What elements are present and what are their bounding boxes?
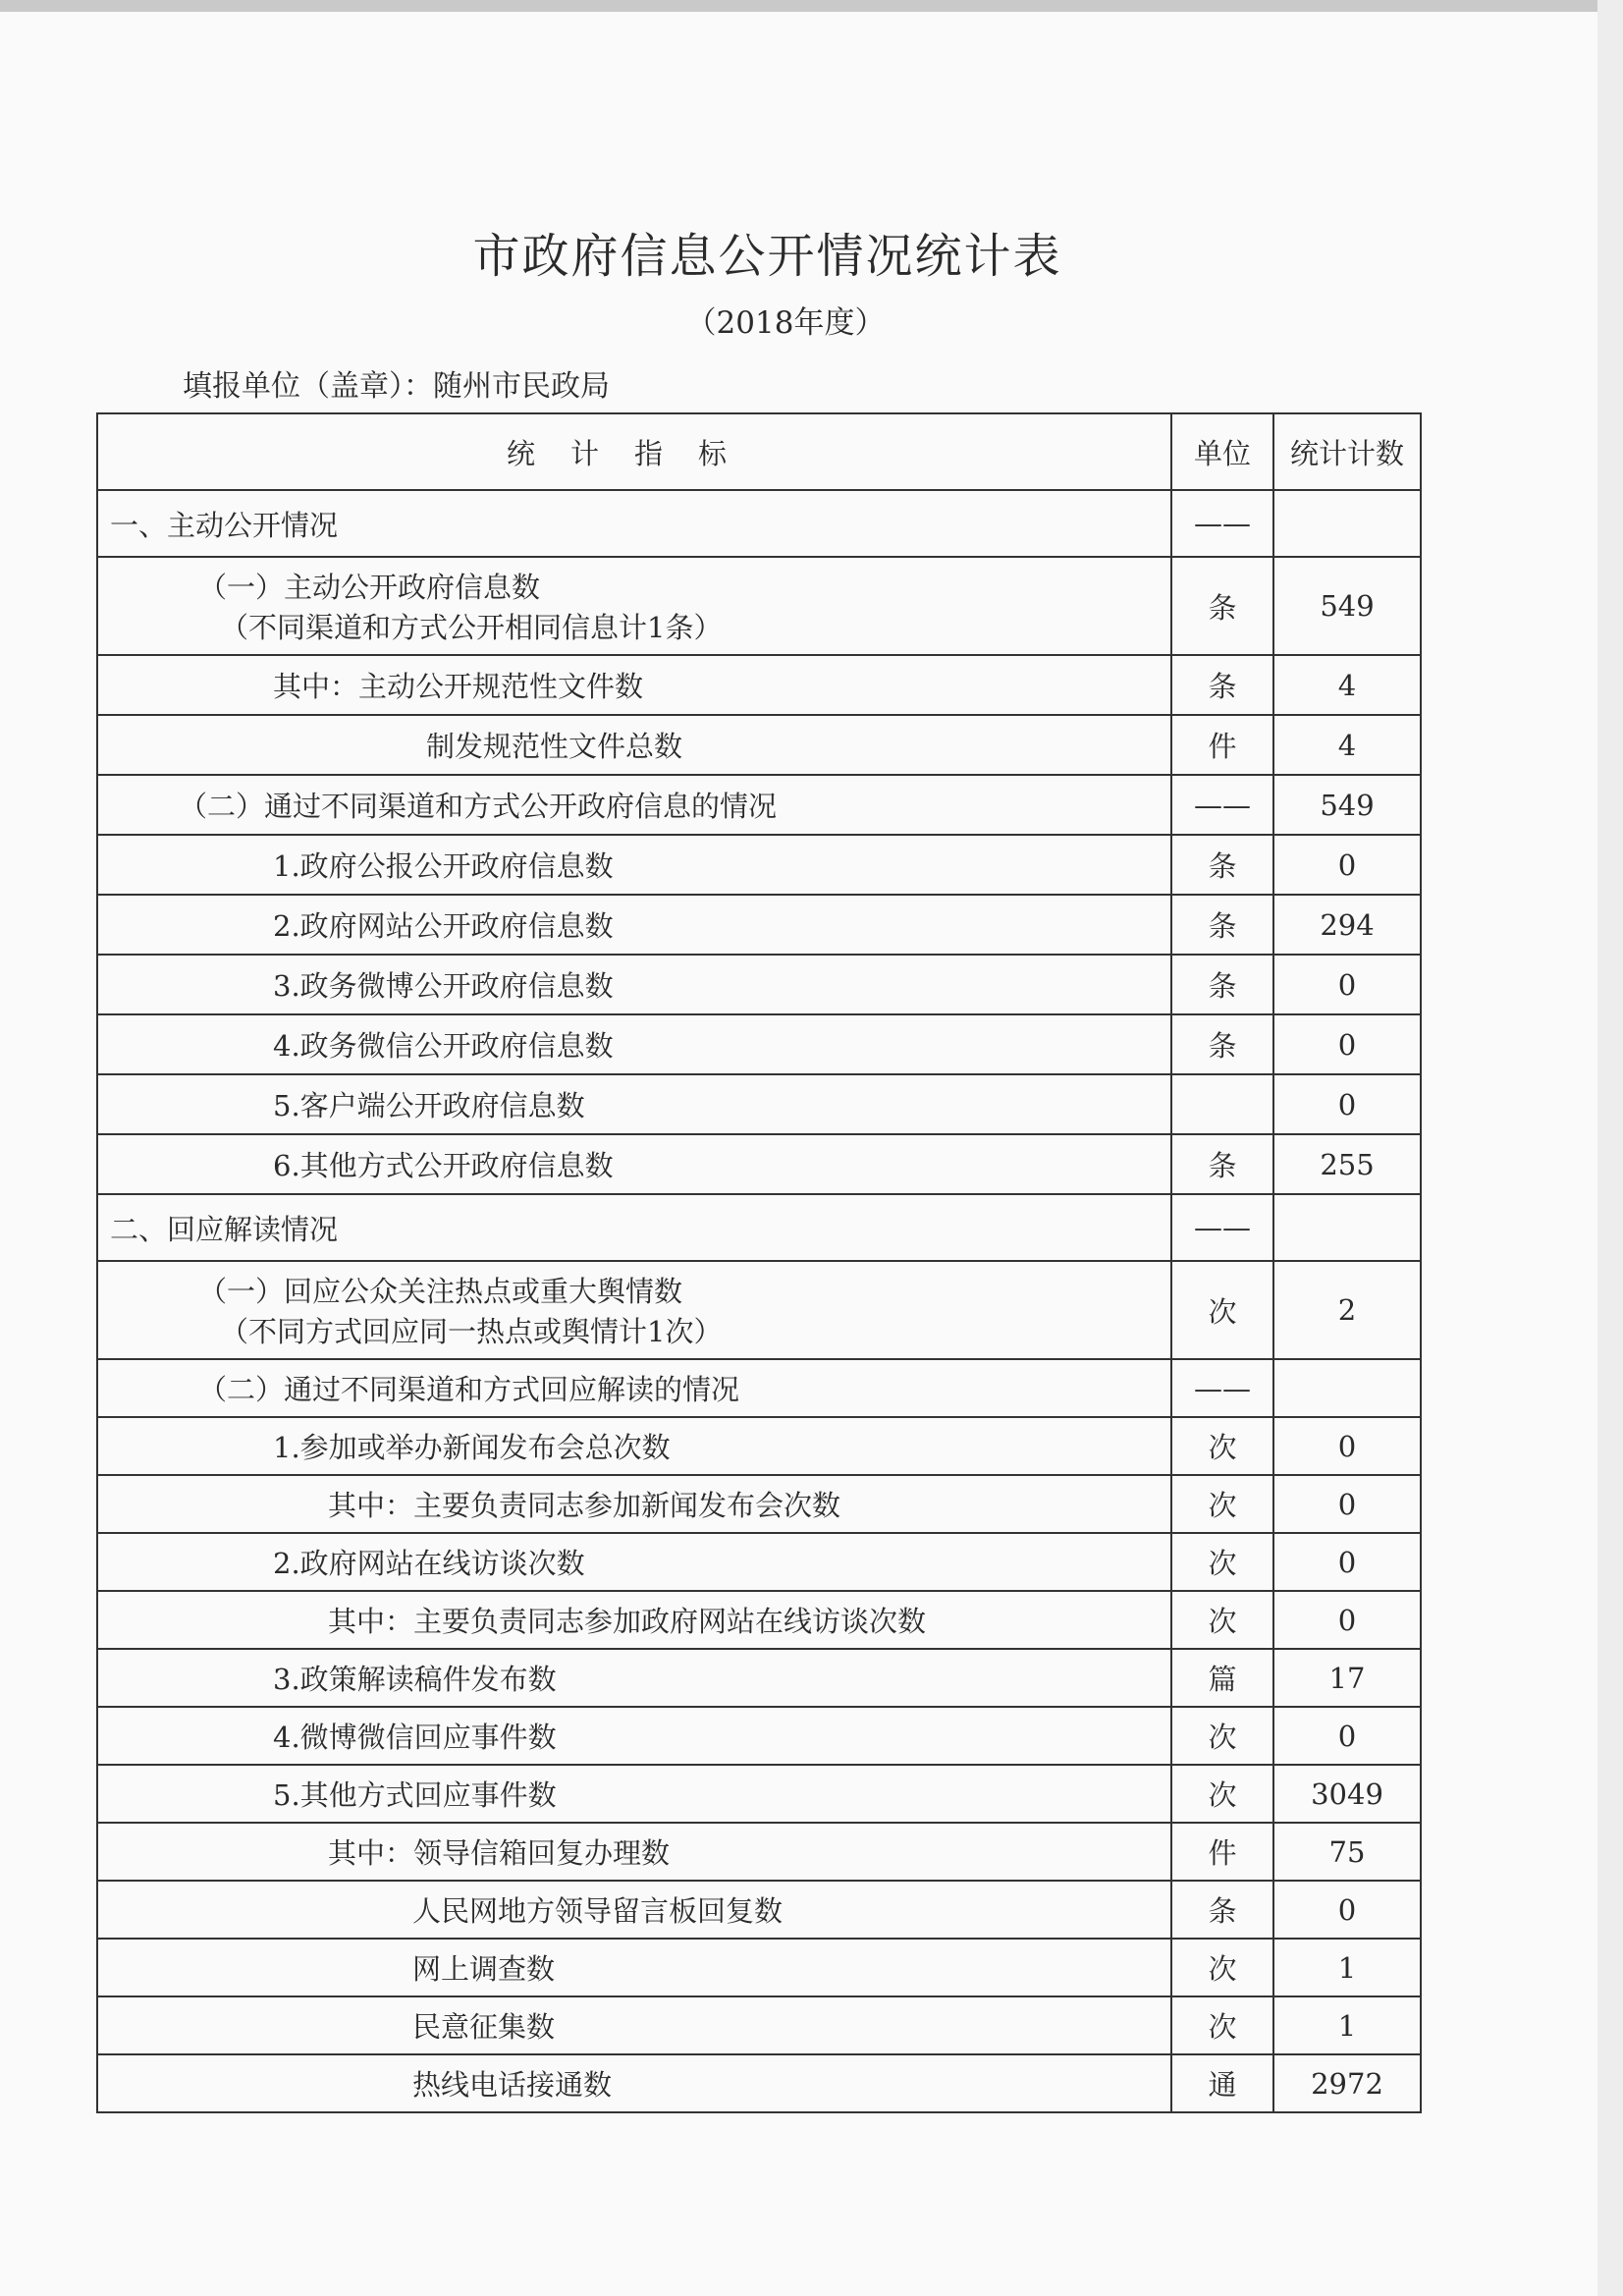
row-indicator: 4.微博微信回应事件数 xyxy=(97,1707,1171,1765)
row-indicator: 热线电话接通数 xyxy=(97,2054,1171,2112)
row-count: 549 xyxy=(1273,775,1421,835)
table-row xyxy=(97,1074,1421,1134)
row-unit: 条 xyxy=(1171,655,1273,715)
table-row xyxy=(97,775,1421,835)
table-row xyxy=(97,1939,1421,1996)
row-indicator-line2: （不同方式回应同一热点或舆情计1次） xyxy=(220,1315,723,1348)
row-indicator xyxy=(97,1261,1171,1359)
header-indicator: 统计指标 xyxy=(97,413,1171,490)
row-indicator: 1.政府公报公开政府信息数 xyxy=(97,835,1171,895)
row-unit: 次 xyxy=(1171,1417,1273,1475)
table-row xyxy=(97,835,1421,895)
row-count: 255 xyxy=(1273,1134,1421,1194)
row-count xyxy=(1273,1194,1421,1261)
row-count xyxy=(1273,490,1421,557)
table-row xyxy=(97,1823,1421,1881)
row-unit: —— xyxy=(1171,1194,1273,1261)
row-indicator: 5.客户端公开政府信息数 xyxy=(97,1074,1171,1134)
row-count: 549 xyxy=(1273,557,1421,655)
statistics-table xyxy=(96,412,1422,2113)
row-count: 1 xyxy=(1273,1939,1421,1996)
row-indicator-line1: （一）主动公开政府信息数 xyxy=(198,571,541,604)
row-unit: 次 xyxy=(1171,1996,1273,2054)
row-indicator: 1.参加或举办新闻发布会总次数 xyxy=(97,1417,1171,1475)
header-count: 统计计数 xyxy=(1273,413,1421,490)
row-indicator: 其中：领导信箱回复办理数 xyxy=(97,1823,1171,1881)
table-row xyxy=(97,1261,1421,1359)
row-indicator: 其中：主要负责同志参加新闻发布会次数 xyxy=(97,1475,1171,1533)
table-row xyxy=(97,557,1421,655)
row-unit: 条 xyxy=(1171,1881,1273,1939)
row-count: 0 xyxy=(1273,1074,1421,1134)
table-row xyxy=(97,955,1421,1014)
row-unit: 通 xyxy=(1171,2054,1273,2112)
table-row xyxy=(97,1881,1421,1939)
row-count: 3049 xyxy=(1273,1765,1421,1823)
row-indicator: （二）通过不同渠道和方式回应解读的情况 xyxy=(97,1359,1171,1417)
row-indicator: 网上调查数 xyxy=(97,1939,1171,1996)
row-count: 0 xyxy=(1273,1475,1421,1533)
row-unit: 次 xyxy=(1171,1475,1273,1533)
table-row xyxy=(97,490,1421,557)
row-indicator: 5.其他方式回应事件数 xyxy=(97,1765,1171,1823)
row-count: 0 xyxy=(1273,1533,1421,1591)
scan-edge-right xyxy=(1597,0,1623,2296)
table-row xyxy=(97,1707,1421,1765)
row-indicator: 其中：主动公开规范性文件数 xyxy=(97,655,1171,715)
table-row xyxy=(97,1996,1421,2054)
row-indicator: 二、回应解读情况 xyxy=(97,1194,1171,1261)
row-indicator: 人民网地方领导留言板回复数 xyxy=(97,1881,1171,1939)
row-unit: 次 xyxy=(1171,1591,1273,1649)
row-indicator: 制发规范性文件总数 xyxy=(97,715,1171,775)
row-count: 17 xyxy=(1273,1649,1421,1707)
row-indicator-line1: （一）回应公众关注热点或重大舆情数 xyxy=(198,1275,683,1308)
row-unit: —— xyxy=(1171,1359,1273,1417)
row-count: 2 xyxy=(1273,1261,1421,1359)
row-count: 4 xyxy=(1273,655,1421,715)
row-unit: 次 xyxy=(1171,1765,1273,1823)
row-indicator: 民意征集数 xyxy=(97,1996,1171,2054)
row-indicator-line2: （不同渠道和方式公开相同信息计1条） xyxy=(220,611,723,644)
row-indicator: 2.政府网站公开政府信息数 xyxy=(97,895,1171,955)
table-row xyxy=(97,2054,1421,2112)
row-unit: 条 xyxy=(1171,557,1273,655)
row-count: 0 xyxy=(1273,1014,1421,1074)
document-subtitle: （2018年度） xyxy=(685,305,886,341)
table-row xyxy=(97,1533,1421,1591)
row-indicator: 6.其他方式公开政府信息数 xyxy=(97,1134,1171,1194)
row-unit: 次 xyxy=(1171,1939,1273,1996)
row-indicator: 3.政策解读稿件发布数 xyxy=(97,1649,1171,1707)
table-row xyxy=(97,895,1421,955)
row-unit: 次 xyxy=(1171,1707,1273,1765)
row-unit: 条 xyxy=(1171,835,1273,895)
reporting-unit xyxy=(183,361,610,405)
row-unit: 条 xyxy=(1171,1134,1273,1194)
row-indicator: 3.政务微博公开政府信息数 xyxy=(97,955,1171,1014)
table-row xyxy=(97,1475,1421,1533)
reporting-unit-name: 随州市民政局 xyxy=(433,369,610,404)
row-indicator: （二）通过不同渠道和方式公开政府信息的情况 xyxy=(97,775,1171,835)
row-count: 294 xyxy=(1273,895,1421,955)
row-unit xyxy=(1171,1074,1273,1134)
table-header-row xyxy=(97,413,1421,490)
table-row xyxy=(97,655,1421,715)
row-count: 2972 xyxy=(1273,2054,1421,2112)
row-count: 0 xyxy=(1273,835,1421,895)
row-unit: —— xyxy=(1171,490,1273,557)
row-unit: 件 xyxy=(1171,1823,1273,1881)
row-unit: 次 xyxy=(1171,1533,1273,1591)
row-unit: 篇 xyxy=(1171,1649,1273,1707)
row-indicator xyxy=(97,557,1171,655)
scan-edge-top xyxy=(0,0,1623,12)
header-unit: 单位 xyxy=(1171,413,1273,490)
row-unit: —— xyxy=(1171,775,1273,835)
row-unit: 条 xyxy=(1171,955,1273,1014)
row-unit: 次 xyxy=(1171,1261,1273,1359)
table-row xyxy=(97,1591,1421,1649)
document-title: 市政府信息公开情况统计表 xyxy=(472,229,1062,284)
row-count: 1 xyxy=(1273,1996,1421,2054)
row-count: 75 xyxy=(1273,1823,1421,1881)
table-row xyxy=(97,715,1421,775)
row-indicator: 一、主动公开情况 xyxy=(97,490,1171,557)
table-row xyxy=(97,1649,1421,1707)
row-unit: 件 xyxy=(1171,715,1273,775)
table-row xyxy=(97,1014,1421,1074)
row-count: 0 xyxy=(1273,955,1421,1014)
row-indicator: 2.政府网站在线访谈次数 xyxy=(97,1533,1171,1591)
row-count xyxy=(1273,1359,1421,1417)
table-row xyxy=(97,1359,1421,1417)
row-indicator: 其中：主要负责同志参加政府网站在线访谈次数 xyxy=(97,1591,1171,1649)
table-row xyxy=(97,1134,1421,1194)
row-count: 0 xyxy=(1273,1881,1421,1939)
row-unit: 条 xyxy=(1171,895,1273,955)
row-indicator: 4.政务微信公开政府信息数 xyxy=(97,1014,1171,1074)
table-row xyxy=(97,1765,1421,1823)
reporting-unit-label: 填报单位（盖章）： xyxy=(183,369,433,404)
row-count: 0 xyxy=(1273,1591,1421,1649)
row-count: 0 xyxy=(1273,1417,1421,1475)
row-count: 4 xyxy=(1273,715,1421,775)
table-row xyxy=(97,1194,1421,1261)
table-row xyxy=(97,1417,1421,1475)
row-unit: 条 xyxy=(1171,1014,1273,1074)
row-count: 0 xyxy=(1273,1707,1421,1765)
